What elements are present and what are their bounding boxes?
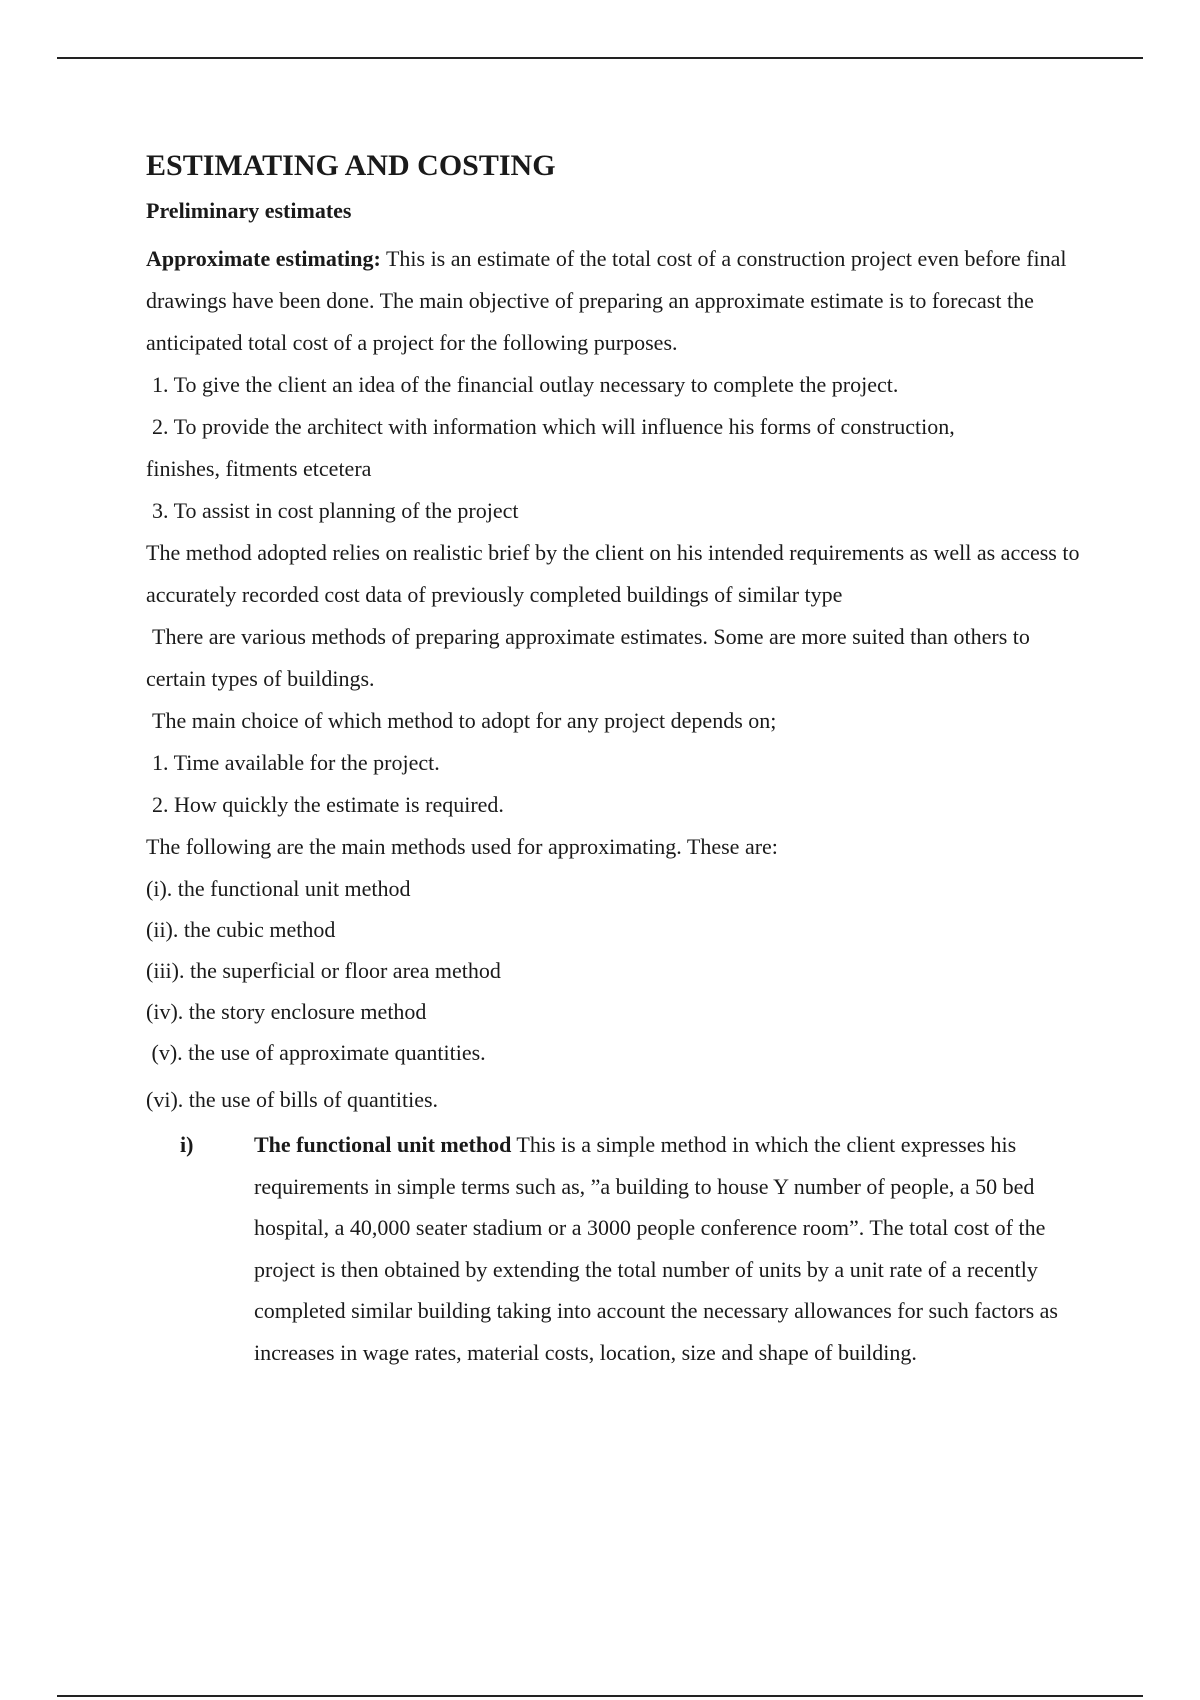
method-paragraph: The method adopted relies on realistic brief by the client on his intended requirements as well as access to accurately recorded cost data of previously completed buildings of similar type [146, 540, 1080, 607]
method-item: (iii). the superficial or floor area method [146, 958, 501, 983]
document-body [146, 146, 1086, 1373]
purpose-item: 3. To assist in cost planning of the project [152, 498, 519, 523]
methods-intro: The following are the main methods used for approximating. These are: [146, 834, 778, 859]
header-rule [57, 57, 1143, 59]
various-methods-paragraph: There are various methods of preparing approximate estimates. Some are more suited than others to certain types of buildings. [146, 624, 1030, 691]
page-title: ESTIMATING AND COSTING [146, 149, 556, 182]
method-item: (iv). the story enclosure method [146, 999, 427, 1024]
choice-factor: 1. Time available for the project. [152, 750, 440, 775]
intro-term: Approximate estimating: [146, 246, 381, 271]
methods-list [146, 868, 1086, 1120]
method-item: (v). the use of approximate quantities. [146, 1040, 486, 1065]
choice-factor: 2. How quickly the estimate is required. [152, 792, 504, 817]
intro-text: This is an estimate of the total cost of a construction project even before final drawings have been done. The main objective of preparing an approximate estimate is to forecast the anticipated total cost of a project for the following purposes. [146, 246, 1067, 355]
functional-unit-paragraph [254, 1124, 1086, 1373]
method-item: (ii). the cubic method [146, 917, 336, 942]
purpose-item-continuation: finishes, fitments etcetera [146, 456, 372, 481]
footer-rule [57, 1695, 1143, 1697]
purpose-item: 1. To give the client an idea of the financial outlay necessary to complete the project. [152, 372, 899, 397]
functional-unit-term: The functional unit method [254, 1132, 512, 1157]
method-item: (i). the functional unit method [146, 876, 411, 901]
intro-paragraph [146, 238, 1086, 364]
purpose-item: 2. To provide the architect with information which will influence his forms of construction, [152, 414, 955, 439]
choice-intro: The main choice of which method to adopt for any project depends on; [152, 708, 777, 733]
functional-unit-text: This is a simple method in which the client expresses his requirements in simple terms such as, ”a building to house Y number of people, a 50 bed hospital, a 40,000 seater stadium or a 3000 people conference room”. The total cost of the project is then obtained by extending the total number of units by a unit rate of a recently completed similar building taking into account the necessary allowances for such factors as increases in wage rates, material costs, location, size and shape of building. [254, 1132, 1058, 1365]
method-item: (vi). the use of bills of quantities. [146, 1087, 439, 1112]
functional-unit-marker: i) [180, 1132, 194, 1157]
functional-unit-section [146, 1124, 1086, 1373]
section-heading: Preliminary estimates [146, 198, 352, 223]
